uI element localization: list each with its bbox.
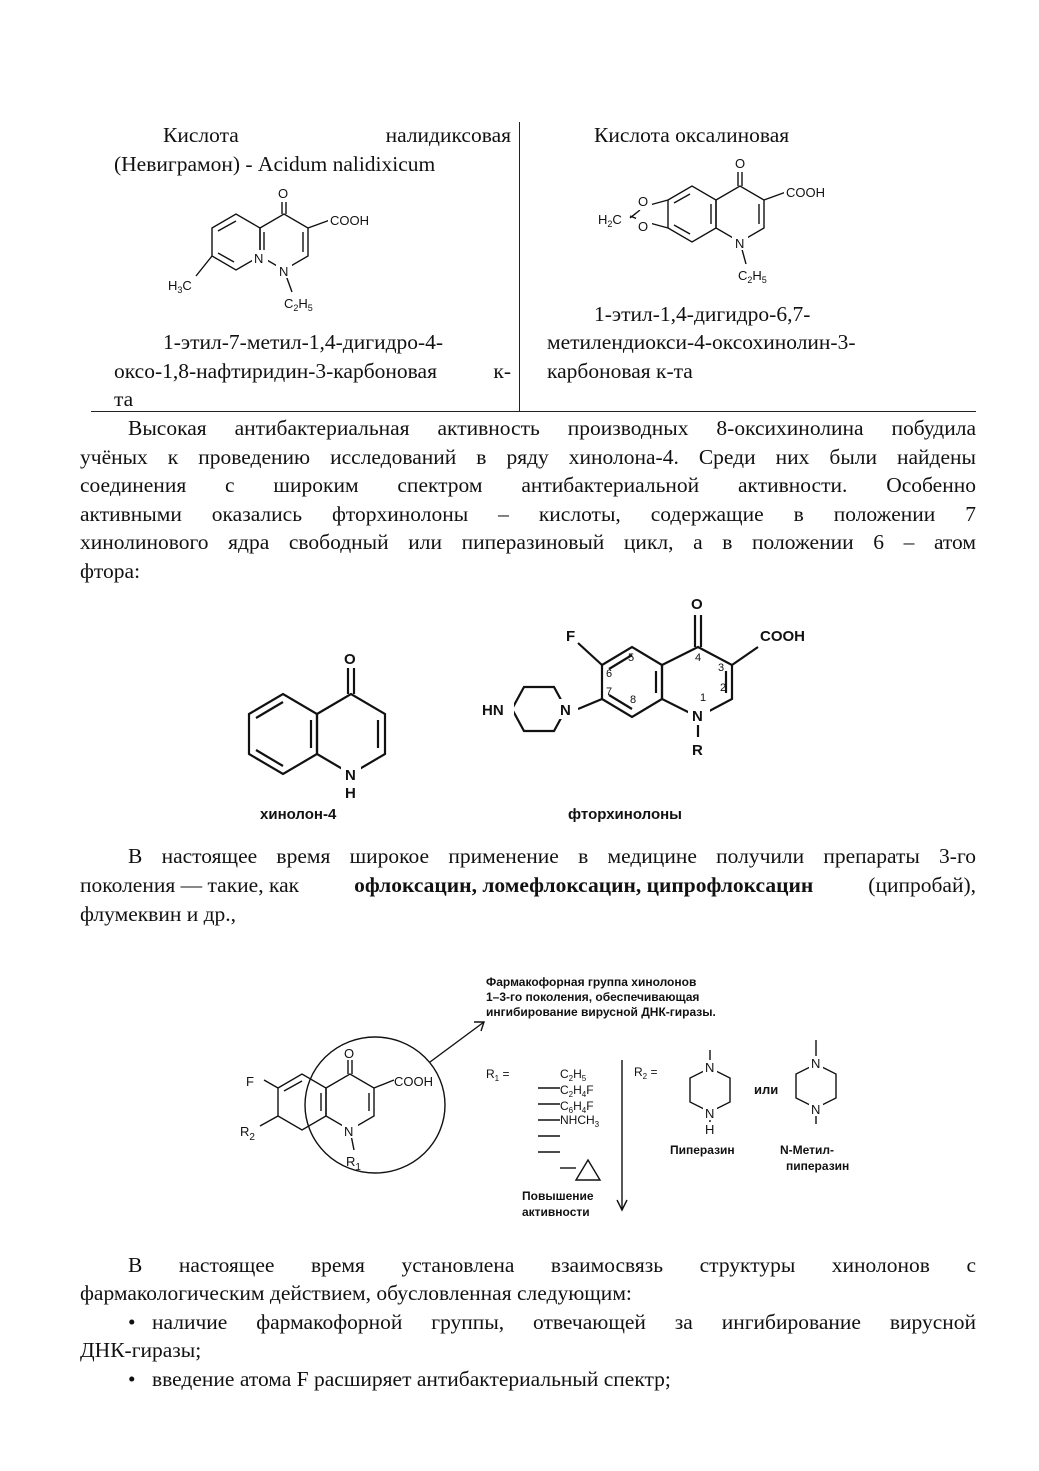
- nalidixic-acid-structure: [160, 180, 400, 325]
- oxolinic-methylene: $H_2C$: [598, 212, 622, 229]
- or-label: или: [754, 1082, 779, 1097]
- left-title-line2: (Невиграмон) - Acidum nalidixicum: [114, 152, 436, 176]
- quinolone-4-carbonyl-o: O: [344, 651, 356, 668]
- methylpiperazine-name-line1: N-Метил-: [780, 1143, 835, 1157]
- pharmacophore-figure: [230, 1010, 890, 1230]
- core-acid: COOH: [394, 1074, 433, 1089]
- fluoroquinolone-carbonyl-o: O: [691, 596, 703, 613]
- left-title-line1: [163, 121, 511, 150]
- para3-line1: В настоящее время установлена взаимосвязь структуры хинолонов с: [128, 1253, 976, 1277]
- position-7: 7: [606, 686, 613, 698]
- bullet-marker: •: [128, 1310, 136, 1334]
- para2-post: (ципробай),: [862, 873, 976, 897]
- core-r2: $R_2$: [240, 1124, 255, 1143]
- methylpiperazine-n-top: N: [811, 1056, 821, 1071]
- core-carbonyl-o: O: [344, 1046, 355, 1061]
- fluoroquinolone-hn: HN: [482, 702, 504, 719]
- piperazine-n-bottom: N: [705, 1106, 715, 1121]
- position-2: 2: [720, 682, 727, 694]
- fluoroquinolone-structure: [470, 585, 840, 785]
- piperazine-h: H: [705, 1122, 715, 1137]
- para2-line3: флумеквин и др.,: [80, 902, 237, 926]
- oxolinic-acid-label: COOH: [786, 185, 825, 200]
- nalidixic-carbonyl-o: O: [278, 186, 289, 201]
- fluoroquinolone-acid: COOH: [760, 628, 805, 645]
- para1-line3: соединения с широким спектром антибактериальной активности. Особенно: [80, 473, 976, 497]
- para2-line1: В настоящее время широкое применение в медицине получили препараты 3-го: [128, 844, 976, 868]
- left-title-word2: налидиксовая: [385, 123, 511, 147]
- bullet-1-line1: [128, 1308, 976, 1337]
- core-n: N: [344, 1124, 354, 1139]
- position-5: 5: [628, 652, 635, 664]
- right-chem-line3: карбоновая к-та: [547, 359, 693, 383]
- bullet-1-text: наличие фармакофорной группы, отвечающей за ингибирование вирусной: [152, 1310, 976, 1334]
- right-chem-line2: метилендиокси-4-оксохинолин-3-: [547, 330, 856, 354]
- para1-line5: хинолинового ядра свободный или пиперазиновый цикл, а в положении 6 – атом: [80, 530, 976, 554]
- quinolone-4-n: N: [345, 767, 356, 784]
- note-line2: 1–3-го поколения, обеспечивающая: [486, 990, 700, 1004]
- para2-pre: поколения — такие, как: [80, 873, 305, 897]
- para1-line1: Высокая антибактериальная активность производных 8-оксихинолина побудила: [128, 416, 976, 440]
- position-1: 1: [700, 692, 707, 704]
- note-line3: ингибирование вирусной ДНК-гиразы.: [486, 1005, 716, 1019]
- left-chem-line1: 1-этил-7-метил-1,4-дигидро-4-: [163, 330, 444, 354]
- note-line1: Фармакофорная группа хинолонов: [486, 975, 697, 989]
- para1-line4: активными оказались фторхинолоны – кислоты, содержащие в положении 7: [80, 502, 976, 526]
- activity-line2: активности: [522, 1205, 590, 1219]
- left-title-word1: Кислота: [163, 123, 239, 147]
- r1-option-c2h4f: $C_2H_4F$: [560, 1083, 594, 1099]
- para1-line6: фтора:: [80, 559, 141, 583]
- left-chem-line3: та: [114, 387, 134, 411]
- oxolinic-carbonyl-o: O: [735, 156, 746, 171]
- para2-line2: [80, 871, 976, 900]
- activity-line1: Повышение: [522, 1189, 594, 1203]
- para3-line2: фармакологическим действием, обусловленная следующим:: [80, 1281, 632, 1305]
- piperazine-name: Пиперазин: [670, 1143, 735, 1157]
- nalidixic-methyl: $H_3C$: [168, 278, 192, 295]
- bullet-2-text: введение атома F расширяет антибактериальный спектр;: [152, 1367, 671, 1391]
- fluoroquinolone-piperazine-n: N: [560, 702, 571, 719]
- core-r1: $R_1$: [346, 1154, 361, 1173]
- position-4: 4: [695, 652, 702, 664]
- quinolone-4-structure: [235, 640, 405, 830]
- r2-label: $R_2$ =: [634, 1065, 658, 1081]
- bullet-2: [128, 1365, 671, 1394]
- quinolone-4-caption: хинолон-4: [260, 806, 337, 823]
- fluoroquinolone-caption: фторхинолоны: [568, 806, 682, 823]
- r1-option-c6h4f: $C_6H_4F$: [560, 1099, 594, 1115]
- fluoroquinolone-f: F: [566, 628, 576, 645]
- nalidixic-ethyl: $C_2H_5$: [284, 296, 313, 313]
- right-title: Кислота оксалиновая: [594, 123, 790, 147]
- oxolinic-n1: N: [735, 236, 745, 251]
- oxolinic-o-bottom: O: [638, 219, 649, 234]
- r1-option-nhch3: $NHCH_3$: [560, 1113, 600, 1129]
- right-chem-line1: 1-этил-1,4-дигидро-6,7-: [594, 302, 811, 326]
- position-3: 3: [718, 662, 725, 674]
- bullet-marker: •: [128, 1367, 136, 1391]
- methylpiperazine-n-bottom: N: [811, 1102, 821, 1117]
- drug-names: офлоксацин, ломефлоксацин, ципрофлоксацин: [354, 873, 814, 897]
- fluoroquinolone-n1: N: [692, 708, 703, 725]
- core-f: F: [246, 1074, 254, 1089]
- oxolinic-ethyl: $C_2H_5$: [738, 268, 767, 285]
- nalidixic-acid-label: COOH: [330, 213, 369, 228]
- fluoroquinolone-r: R: [692, 742, 703, 759]
- nalidixic-n8: N: [254, 251, 264, 266]
- nalidixic-n1: N: [279, 264, 289, 279]
- r1-label: $R_1$ =: [486, 1067, 510, 1083]
- methylpiperazine-name-line2: пиперазин: [786, 1159, 850, 1173]
- table-divider-horizontal: [91, 411, 976, 412]
- position-6: 6: [606, 668, 613, 680]
- para1-line2: учёных к проведению исследований в ряду хинолона-4. Среди них были найдены: [80, 445, 976, 469]
- r1-option-c2h5: $C_2H_5$: [560, 1067, 587, 1083]
- left-chem-line2: оксо-1,8-нафтиридин-3-карбоновая к-: [114, 359, 511, 383]
- quinolone-4-h: H: [345, 785, 356, 802]
- table-divider-vertical: [519, 122, 520, 412]
- position-8: 8: [630, 694, 637, 706]
- bullet-1-line2: ДНК-гиразы;: [80, 1338, 202, 1362]
- piperazine-n-top: N: [705, 1060, 715, 1075]
- oxolinic-acid-structure: [590, 150, 850, 295]
- oxolinic-o-top: O: [638, 194, 649, 209]
